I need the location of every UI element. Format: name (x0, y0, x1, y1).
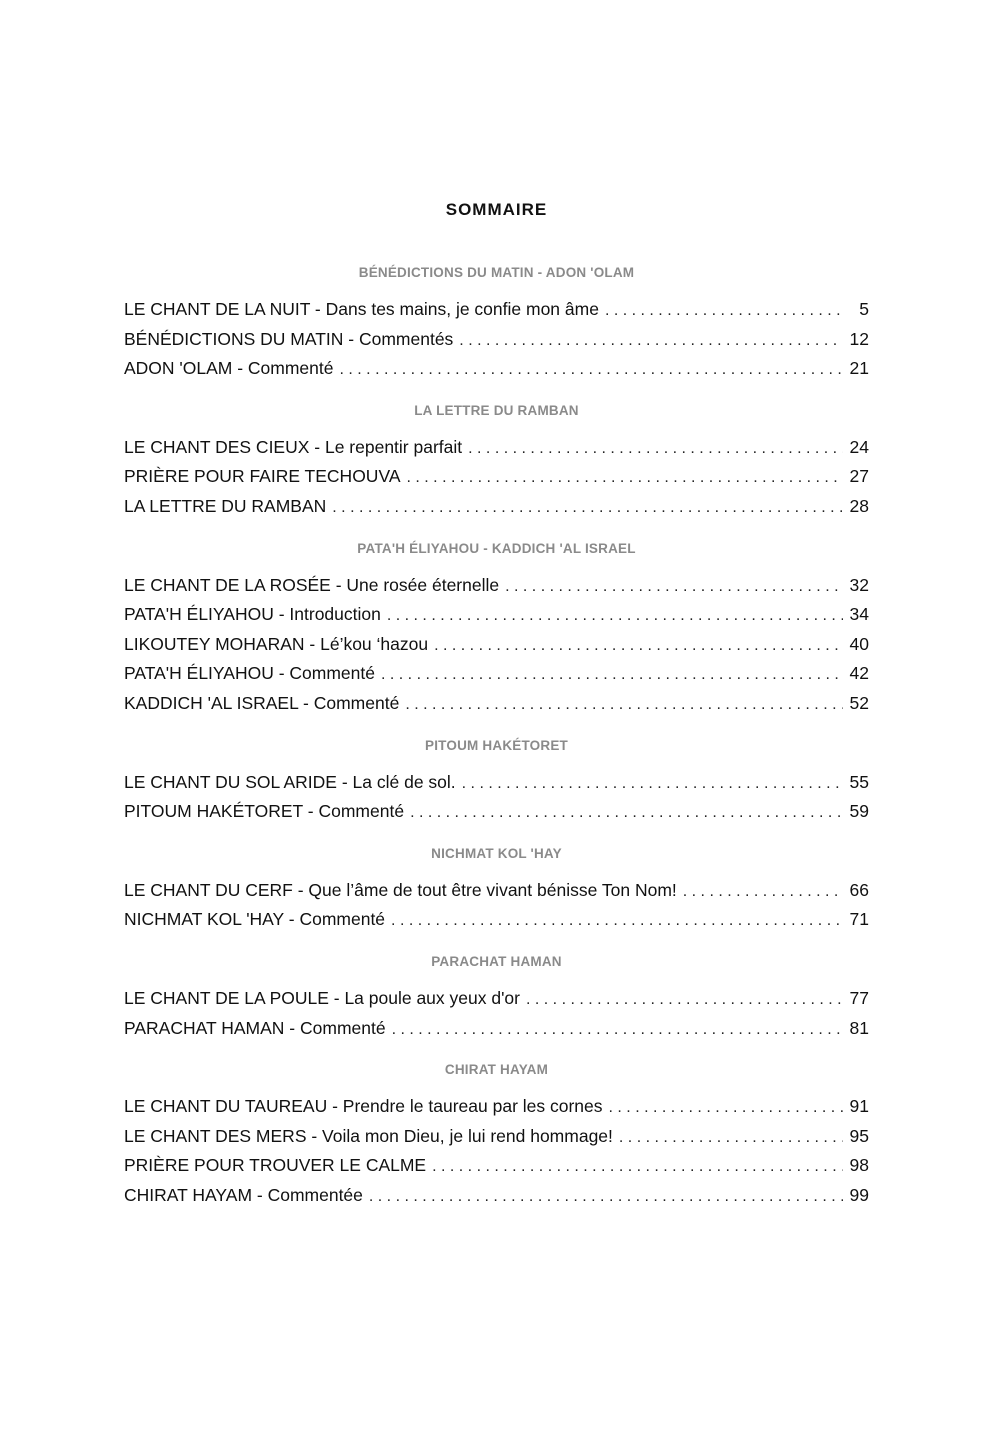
entry-page-number: 28 (849, 495, 869, 516)
dot-leader (468, 434, 843, 464)
entry-page-number: 95 (849, 1125, 869, 1146)
entry-title: PATA'H ÉLIYAHOU - Introduction (124, 604, 381, 625)
entry-page-number: 81 (849, 1017, 869, 1038)
toc-entry[interactable] (124, 984, 869, 1014)
toc-section (124, 1061, 869, 1210)
dot-leader (369, 1182, 843, 1212)
dot-leader (432, 1152, 843, 1182)
entry-page-number: 42 (849, 663, 869, 684)
toc-entry[interactable] (124, 433, 869, 463)
entry-page-number: 32 (849, 574, 869, 595)
entry-title: LIKOUTEY MOHARAN - Lé’kou ‘hazou (124, 633, 429, 654)
toc-section (124, 402, 869, 522)
toc-entry[interactable] (124, 630, 869, 660)
toc-entry[interactable] (124, 1151, 869, 1181)
entry-title: LE CHANT DE LA ROSÉE - Une rosée éternelle (124, 574, 500, 595)
toc-section (124, 540, 869, 719)
entry-title: KADDICH 'AL ISRAEL - Commenté (124, 692, 400, 713)
toc-entry[interactable] (124, 905, 869, 935)
toc-entry[interactable] (124, 571, 869, 601)
section-heading: BÉNÉDICTIONS DU MATIN - ADON 'OLAM (358, 265, 635, 280)
toc-entry[interactable] (124, 876, 869, 906)
dot-leader (609, 1093, 843, 1123)
entry-title: NICHMAT KOL 'HAY - Commenté (124, 909, 386, 930)
toc-entry[interactable] (124, 659, 869, 689)
entry-title: ADON 'OLAM - Commenté (124, 358, 334, 379)
entry-title: LE CHANT DU TAUREAU - Prendre le taureau par les cornes (124, 1096, 603, 1117)
toc-entry[interactable] (124, 295, 869, 325)
section-heading: LA LETTRE DU RAMBAN (414, 402, 579, 418)
entry-title: LE CHANT DU SOL ARIDE - La clé de sol. (124, 771, 456, 792)
entry-page-number: 21 (849, 358, 869, 379)
dot-leader (462, 769, 843, 799)
entry-page-number: 27 (849, 466, 869, 487)
entry-page-number: 99 (849, 1184, 869, 1205)
dot-leader (387, 601, 843, 631)
entry-title: CHIRAT HAYAM - Commentée (124, 1184, 363, 1205)
entry-title: LE CHANT DES MERS - Voila mon Dieu, je lui rend hommage! (124, 1125, 613, 1146)
entry-title: PATA'H ÉLIYAHOU - Commenté (124, 663, 375, 684)
dot-leader (605, 296, 843, 326)
entry-page-number: 40 (849, 633, 869, 654)
entry-title: LA LETTRE DU RAMBAN (124, 495, 327, 516)
entry-page-number: 66 (849, 879, 869, 900)
toc-entry[interactable] (124, 1092, 869, 1122)
dot-leader (332, 493, 843, 523)
entry-title: LE CHANT DU CERF - Que l’âme de tout être vivant bénisse Ton Nom! (124, 879, 677, 900)
entry-title: PARACHAT HAMAN - Commenté (124, 1017, 386, 1038)
toc-entry[interactable] (124, 797, 869, 827)
entry-page-number: 59 (849, 801, 869, 822)
entry-page-number: 34 (849, 604, 869, 625)
toc-entry[interactable] (124, 768, 869, 798)
toc-entry[interactable] (124, 462, 869, 492)
toc-section (124, 264, 869, 384)
toc-sections (124, 264, 869, 1210)
entry-page-number: 12 (849, 328, 869, 349)
section-heading: PITOUM HAKÉTORET (425, 737, 568, 753)
dot-leader (392, 1015, 843, 1045)
entry-title: BÉNÉDICTIONS DU MATIN - Commentés (124, 328, 454, 349)
dot-leader (391, 906, 843, 936)
entry-title: PRIÈRE POUR FAIRE TECHOUVA (124, 466, 401, 487)
entry-page-number: 98 (849, 1155, 869, 1176)
toc-entry[interactable] (124, 492, 869, 522)
dot-leader (340, 355, 844, 385)
section-heading: PATA'H ÉLIYAHOU - KADDICH 'AL ISRAEL (357, 540, 636, 556)
toc-section (124, 953, 869, 1043)
dot-leader (505, 572, 843, 602)
entry-page-number: 24 (849, 436, 869, 457)
entry-title: LE CHANT DE LA NUIT - Dans tes mains, je confie mon âme (124, 299, 599, 319)
toc-entry[interactable] (124, 689, 869, 719)
toc-entry[interactable] (124, 600, 869, 630)
toc-section (124, 845, 869, 935)
entry-page-number: 55 (849, 771, 869, 792)
entry-title: LE CHANT DES CIEUX - Le repentir parfait (124, 436, 463, 457)
toc-entry[interactable] (124, 1181, 869, 1211)
dot-leader (434, 631, 843, 661)
entry-page-number: 71 (849, 909, 869, 930)
entry-title: LE CHANT DE LA POULE - La poule aux yeux d'or (124, 987, 520, 1008)
dot-leader (619, 1123, 843, 1153)
section-heading: NICHMAT KOL 'HAY (431, 845, 562, 861)
toc-entry[interactable] (124, 1122, 869, 1152)
table-of-contents (124, 196, 869, 1228)
entry-page-number: 5 (859, 299, 869, 319)
dot-leader (526, 985, 843, 1015)
toc-section (124, 737, 869, 827)
section-heading: CHIRAT HAYAM (444, 1062, 549, 1078)
section-heading: PARACHAT HAMAN (431, 953, 562, 969)
dot-leader (407, 463, 844, 493)
dot-leader (381, 660, 843, 690)
dot-leader (459, 326, 843, 356)
toc-entry[interactable] (124, 1014, 869, 1044)
dot-leader (405, 690, 843, 720)
dot-leader (683, 877, 843, 907)
toc-entry[interactable] (124, 325, 869, 355)
entry-page-number: 52 (849, 692, 869, 713)
entry-page-number: 91 (849, 1096, 869, 1117)
toc-entry[interactable] (124, 354, 869, 384)
dot-leader (410, 798, 843, 828)
entry-page-number: 77 (849, 987, 869, 1008)
entry-title: PITOUM HAKÉTORET - Commenté (124, 801, 405, 822)
entry-title: PRIÈRE POUR TROUVER LE CALME (124, 1155, 427, 1176)
page-title: SOMMAIRE (445, 200, 548, 219)
